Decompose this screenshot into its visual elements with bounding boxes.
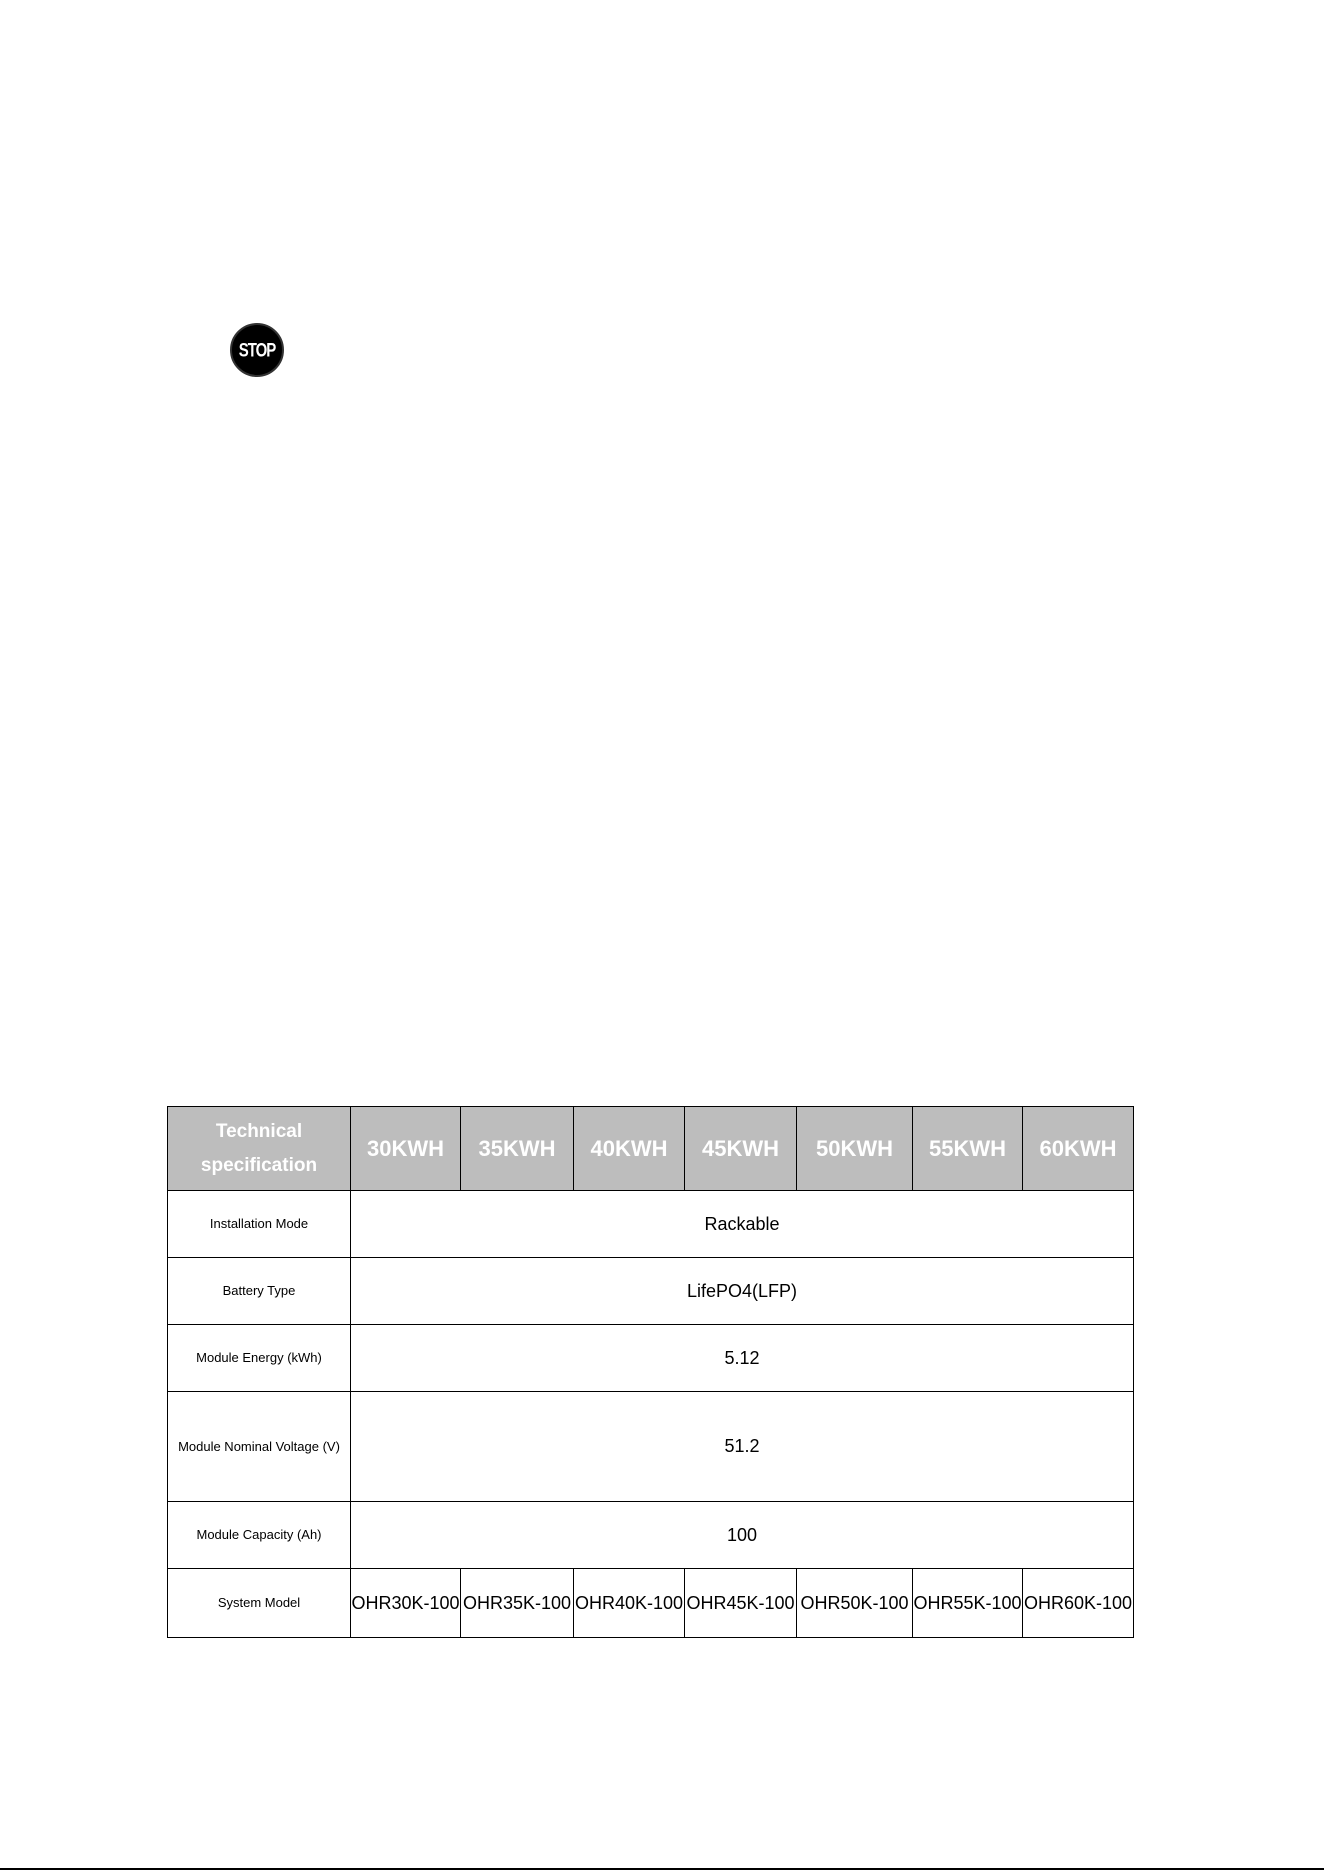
row-label-installation-mode: Installation Mode: [168, 1191, 351, 1258]
row-label-battery-type: Battery Type: [168, 1258, 351, 1325]
row-label-module-voltage: Module Nominal Voltage (V): [168, 1392, 351, 1502]
technical-specification-table: [167, 1106, 1134, 1638]
table-row: [168, 1258, 1134, 1325]
table-row: [168, 1569, 1134, 1638]
table-row: [168, 1392, 1134, 1502]
header-col-30kwh: 30KWH: [351, 1107, 461, 1191]
page-bottom-rule: [0, 1868, 1324, 1870]
table-row: [168, 1191, 1134, 1258]
row-value-installation-mode: Rackable: [351, 1191, 1134, 1258]
row-value-module-energy: 5.12: [351, 1325, 1134, 1392]
header-col-60kwh: 60KWH: [1023, 1107, 1134, 1191]
header-technical-specification: Technical specification: [168, 1107, 351, 1191]
stop-icon-label: STOP: [238, 338, 276, 362]
header-col-45kwh: 45KWH: [685, 1107, 797, 1191]
table-row: [168, 1325, 1134, 1392]
system-model-cell: OHR40K-100: [574, 1569, 685, 1638]
stop-icon: [230, 323, 284, 377]
row-value-battery-type: LifePO4(LFP): [351, 1258, 1134, 1325]
system-model-cell: OHR35K-100: [461, 1569, 574, 1638]
system-model-cell: OHR55K-100: [913, 1569, 1023, 1638]
row-label-system-model: System Model: [168, 1569, 351, 1638]
table-header-row: [168, 1107, 1134, 1191]
row-label-module-capacity: Module Capacity (Ah): [168, 1502, 351, 1569]
system-model-cell: OHR50K-100: [797, 1569, 913, 1638]
header-col-40kwh: 40KWH: [574, 1107, 685, 1191]
system-model-cell: OHR60K-100: [1023, 1569, 1134, 1638]
row-label-module-energy: Module Energy (kWh): [168, 1325, 351, 1392]
header-col-35kwh: 35KWH: [461, 1107, 574, 1191]
system-model-cell: OHR45K-100: [685, 1569, 797, 1638]
row-value-module-capacity: 100: [351, 1502, 1134, 1569]
header-col-55kwh: 55KWH: [913, 1107, 1023, 1191]
system-model-cell: OHR30K-100: [351, 1569, 461, 1638]
header-col-50kwh: 50KWH: [797, 1107, 913, 1191]
row-value-module-voltage: 51.2: [351, 1392, 1134, 1502]
table-row: [168, 1502, 1134, 1569]
